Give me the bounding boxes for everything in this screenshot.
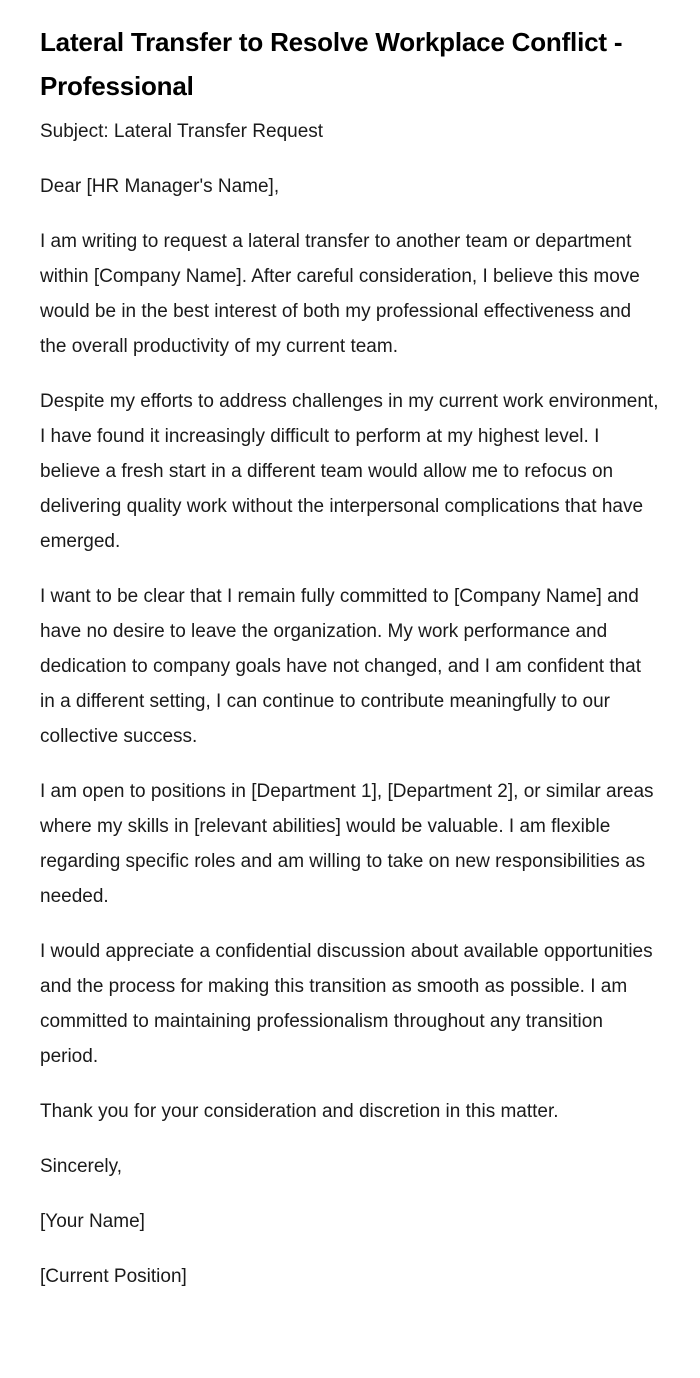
salutation: Dear [HR Manager's Name], (40, 176, 280, 197)
body-paragraph-5: I would appreciate a confidential discussion about available opportunities and the process for making this transition as smooth as possible. I am committed to maintaining professionalism throughout any transition period. (40, 941, 653, 1067)
body-paragraph-4: I am open to positions in [Department 1], [Department 2], or similar areas where my skills in [relevant abilities] would be valuable. I am flexible regarding specific roles and am willing to take on new responsibilities as needed. (40, 781, 654, 907)
signature-name: [Your Name] (40, 1211, 145, 1232)
subject-line: Subject: Lateral Transfer Request (40, 121, 324, 142)
body-paragraph-6: Thank you for your consideration and discretion in this matter. (40, 1101, 559, 1122)
letter-title: Lateral Transfer to Resolve Workplace Conflict - Professional (40, 27, 623, 101)
body-paragraph-1: I am writing to request a lateral transfer to another team or department within [Company Name]. After careful consideration, I believe this move would be in the best interest of both my professional effectiveness and the overall productivity of my current team. (40, 231, 640, 357)
body-paragraph-3: I want to be clear that I remain fully committed to [Company Name] and have no desire to leave the organization. My work performance and dedication to company goals have not changed, and I am confident that in a different setting, I can continue to contribute meaningfully to our collective success. (40, 586, 642, 747)
closing: Sincerely, (40, 1156, 123, 1177)
signature-position: [Current Position] (40, 1266, 187, 1287)
body-paragraph-2: Despite my efforts to address challenges in my current work environment, I have found it increasingly difficult to perform at my highest level. I believe a fresh start in a different team would allow me to refocus on delivering quality work without the interpersonal complications that have emerged. (40, 391, 659, 552)
